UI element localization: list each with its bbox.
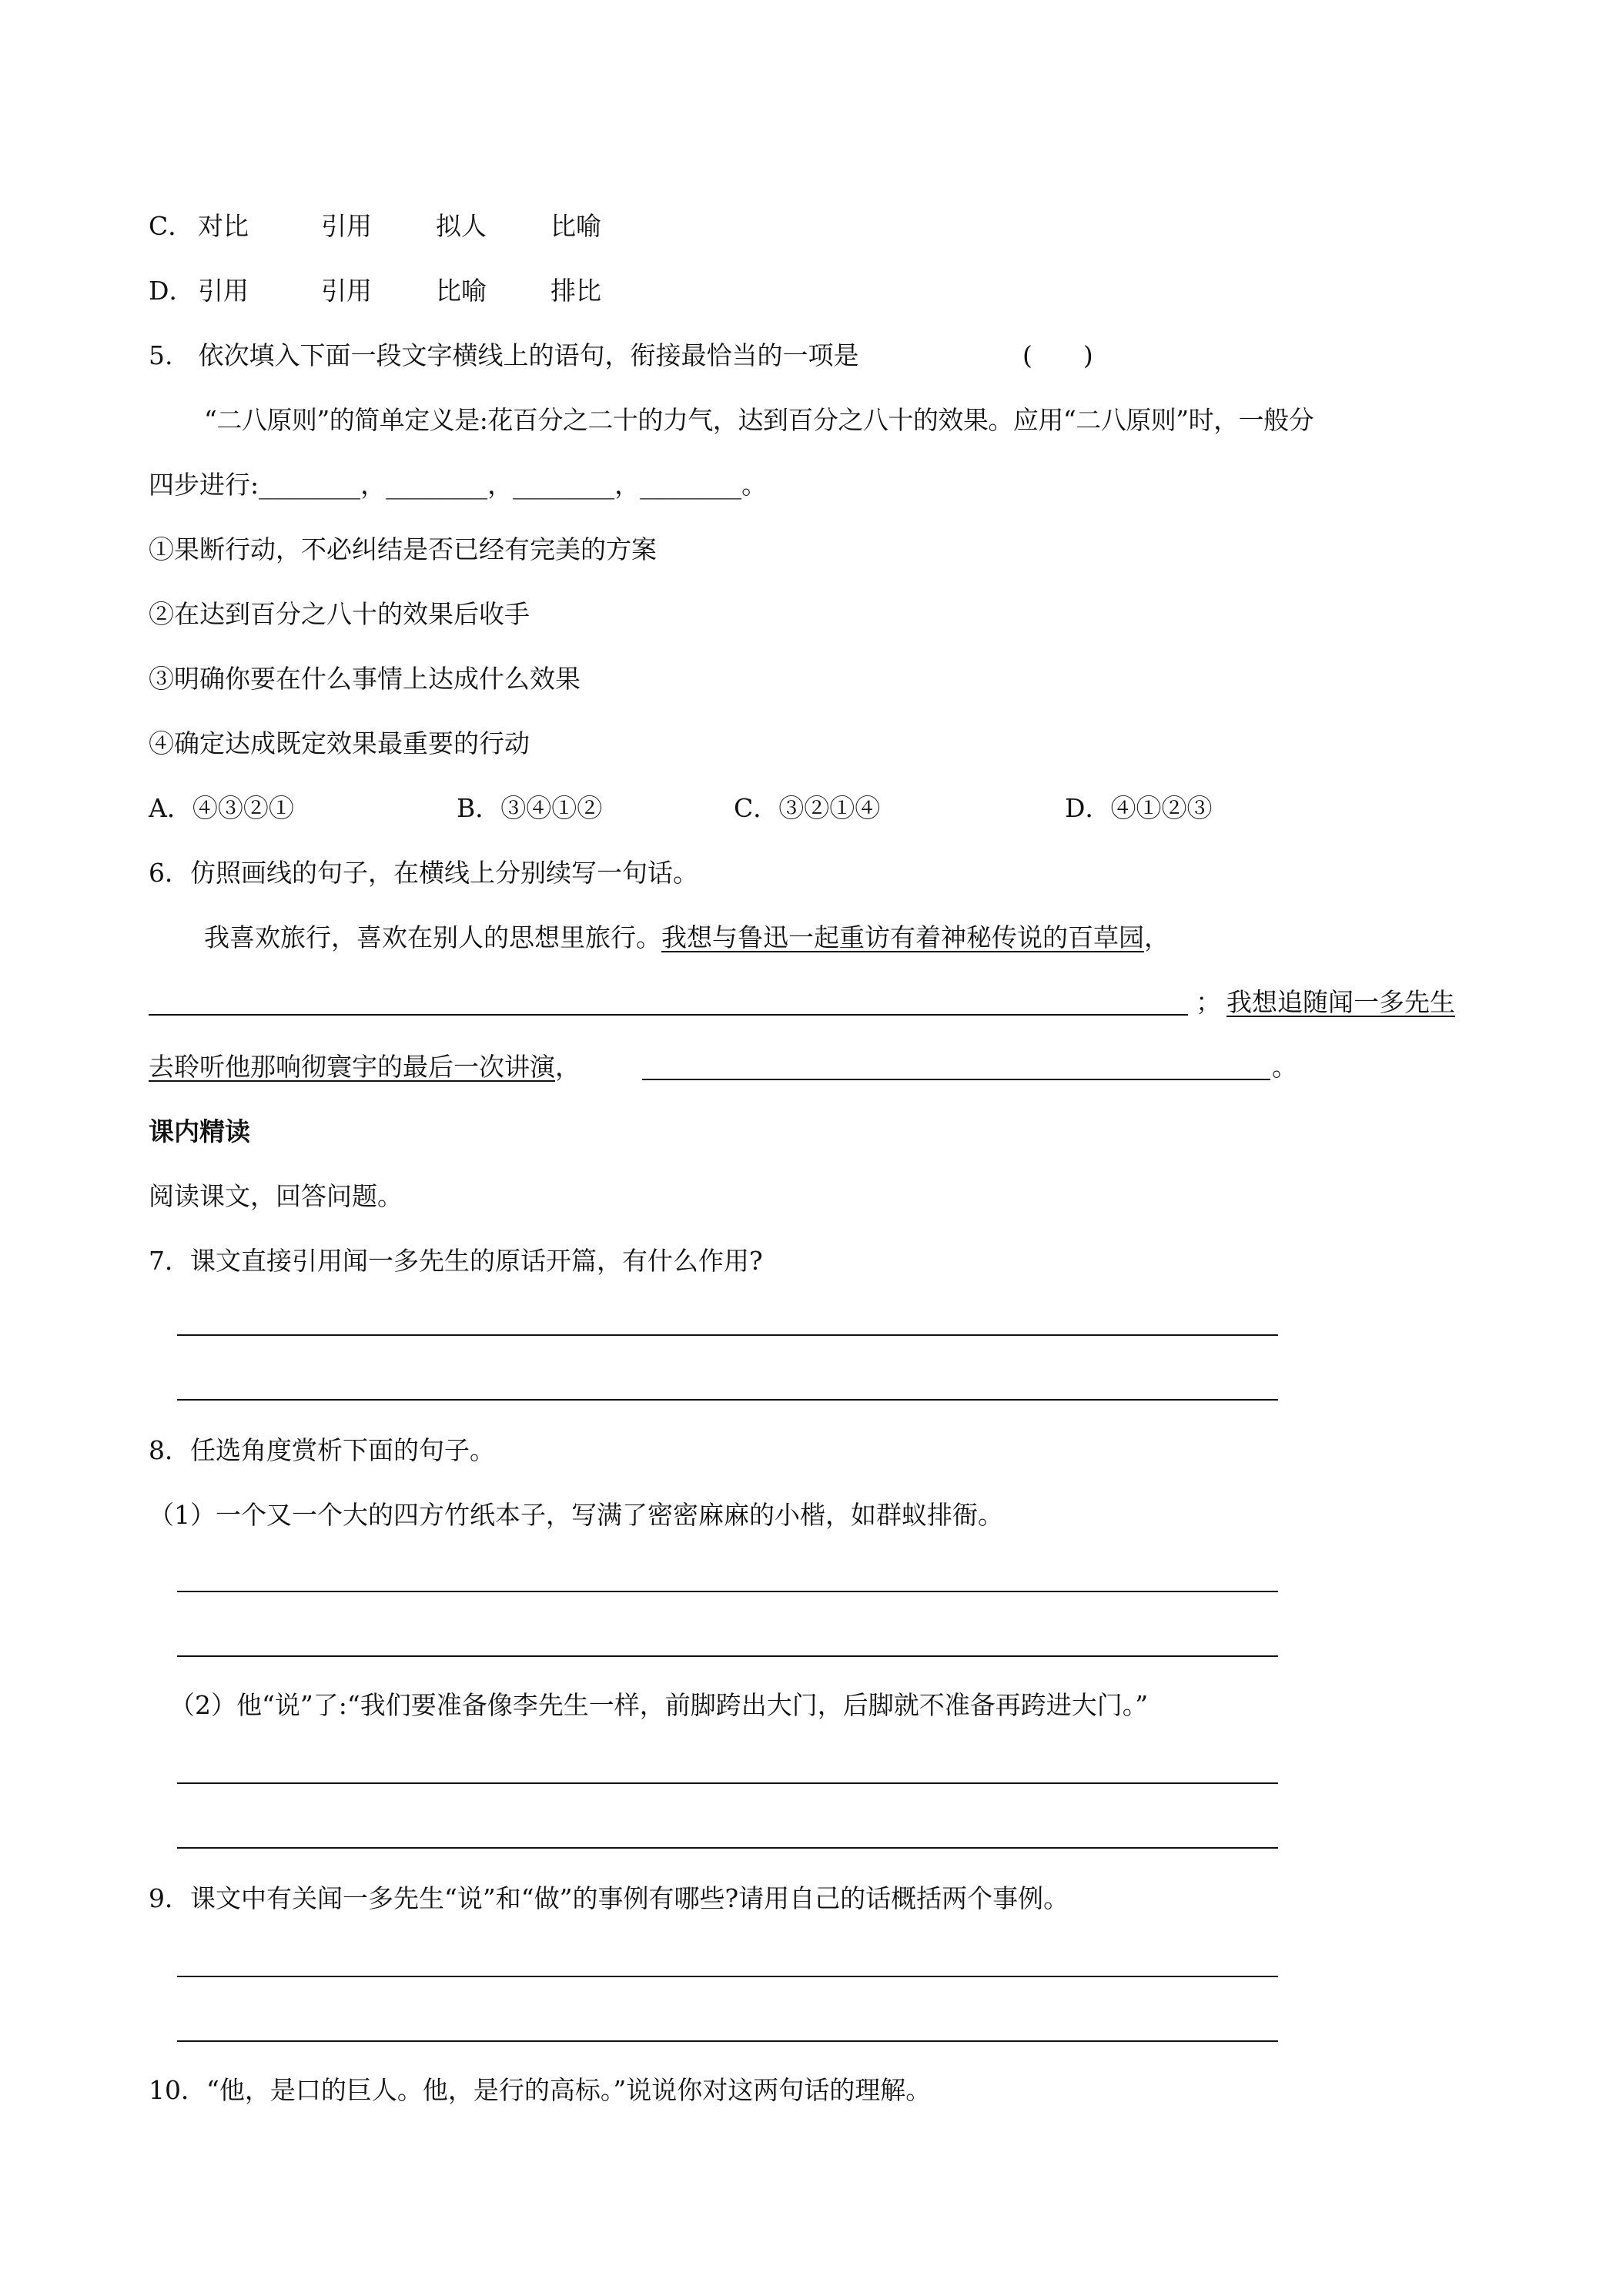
q8-sentence-2: （2）他“说”了:“我们要准备像李先生一样，前脚跨出大门，后脚就不准备再跨进大门。”	[169, 1690, 1149, 1720]
q8-stem: 8．任选角度赏析下面的句子。	[149, 1435, 495, 1465]
option-letter: C．	[149, 211, 194, 241]
choice-d: D．④①②③	[1065, 793, 1213, 823]
q6-answer-blank-1[interactable]	[149, 1014, 1188, 1016]
q6-period: 。	[1272, 1052, 1297, 1082]
q5-item: ③明确你要在什么事情上达成什么效果	[149, 664, 581, 694]
q7-answer-line-1[interactable]	[177, 1334, 1278, 1336]
option-item: 排比	[550, 276, 601, 306]
q6-stem: 6．仿照画线的句子，在横线上分别续写一句话。	[149, 858, 698, 888]
q7-stem: 7．课文直接引用闻一多先生的原话开篇，有什么作用?	[149, 1246, 763, 1276]
option-item: 引用	[321, 276, 372, 306]
option-item: 拟人	[436, 211, 487, 241]
q5-answer-paren: ( )	[1022, 340, 1093, 370]
q6-underlined-sentence-2b: 去聆听他那响彻寰宇的最后一次讲演	[149, 1052, 555, 1082]
choice-c: C．③②①④	[734, 793, 881, 823]
q5-item: ②在达到百分之八十的效果后收手	[149, 599, 530, 629]
q6-answer-blank-2[interactable]	[642, 1079, 1270, 1080]
q8-sentence-1: （1）一个又一个大的四方竹纸本子，写满了密密麻麻的小楷，如群蚁排衙。	[149, 1500, 1003, 1530]
choice-a: A．④③②①	[149, 793, 294, 823]
q6-semicolon: ；	[1196, 987, 1221, 1017]
choice-b: B．③④①②	[457, 793, 603, 823]
section-instruction: 阅读课文，回答问题。	[149, 1181, 403, 1211]
q10-stem: 10．“他，是口的巨人。他，是行的高标。”说说你对这两句话的理解。	[149, 2075, 932, 2105]
q8-2-answer-line-1[interactable]	[177, 1782, 1278, 1784]
option-item: 比喻	[550, 211, 601, 241]
q5-paragraph-line2: 四步进行:________，________，________，________。	[149, 470, 768, 500]
q9-answer-line-1[interactable]	[177, 1976, 1278, 1977]
option-item: 比喻	[436, 276, 487, 306]
q9-answer-line-2[interactable]	[177, 2040, 1278, 2042]
option-item: 对比	[198, 211, 249, 241]
q6-underlined-sentence-1: 我想与鲁迅一起重访有着神秘传说的百草园	[661, 922, 1144, 952]
q6-comma2: ，	[555, 1052, 581, 1082]
q5-item: ①果断行动，不必纠结是否已经有完美的方案	[149, 534, 657, 564]
q5-stem: 5. 依次填入下面一段文字横线上的语句，衔接最恰当的一项是	[149, 340, 859, 370]
q6-lead-text: 我喜欢旅行，喜欢在别人的思想里旅行。	[204, 922, 661, 952]
q8-1-answer-line-2[interactable]	[177, 1655, 1278, 1657]
q6-example-line1	[204, 921, 1170, 955]
option-letter: D．	[149, 276, 195, 306]
q5-paragraph-line1: “二八原则”的简单定义是:花百分之二十的力气，达到百分之八十的效果。应用“二八原则”时，一般分	[204, 405, 1314, 435]
q8-1-answer-line-1[interactable]	[177, 1591, 1278, 1592]
option-item: 引用	[321, 211, 372, 241]
q6-comma: ，	[1144, 922, 1170, 952]
q7-answer-line-2[interactable]	[177, 1399, 1278, 1401]
q5-item: ④确定达成既定效果最重要的行动	[149, 728, 530, 758]
q9-stem: 9．课文中有关闻一多先生“说”和“做”的事例有哪些?请用自己的话概括两个事例。	[149, 1883, 1069, 1913]
section-title: 课内精读	[149, 1116, 250, 1146]
q8-2-answer-line-2[interactable]	[177, 1847, 1278, 1849]
q6-example-line3	[149, 1050, 581, 1084]
option-item: 引用	[198, 276, 249, 306]
q6-underlined-sentence-2a: 我想追随闻一多先生	[1226, 987, 1455, 1017]
